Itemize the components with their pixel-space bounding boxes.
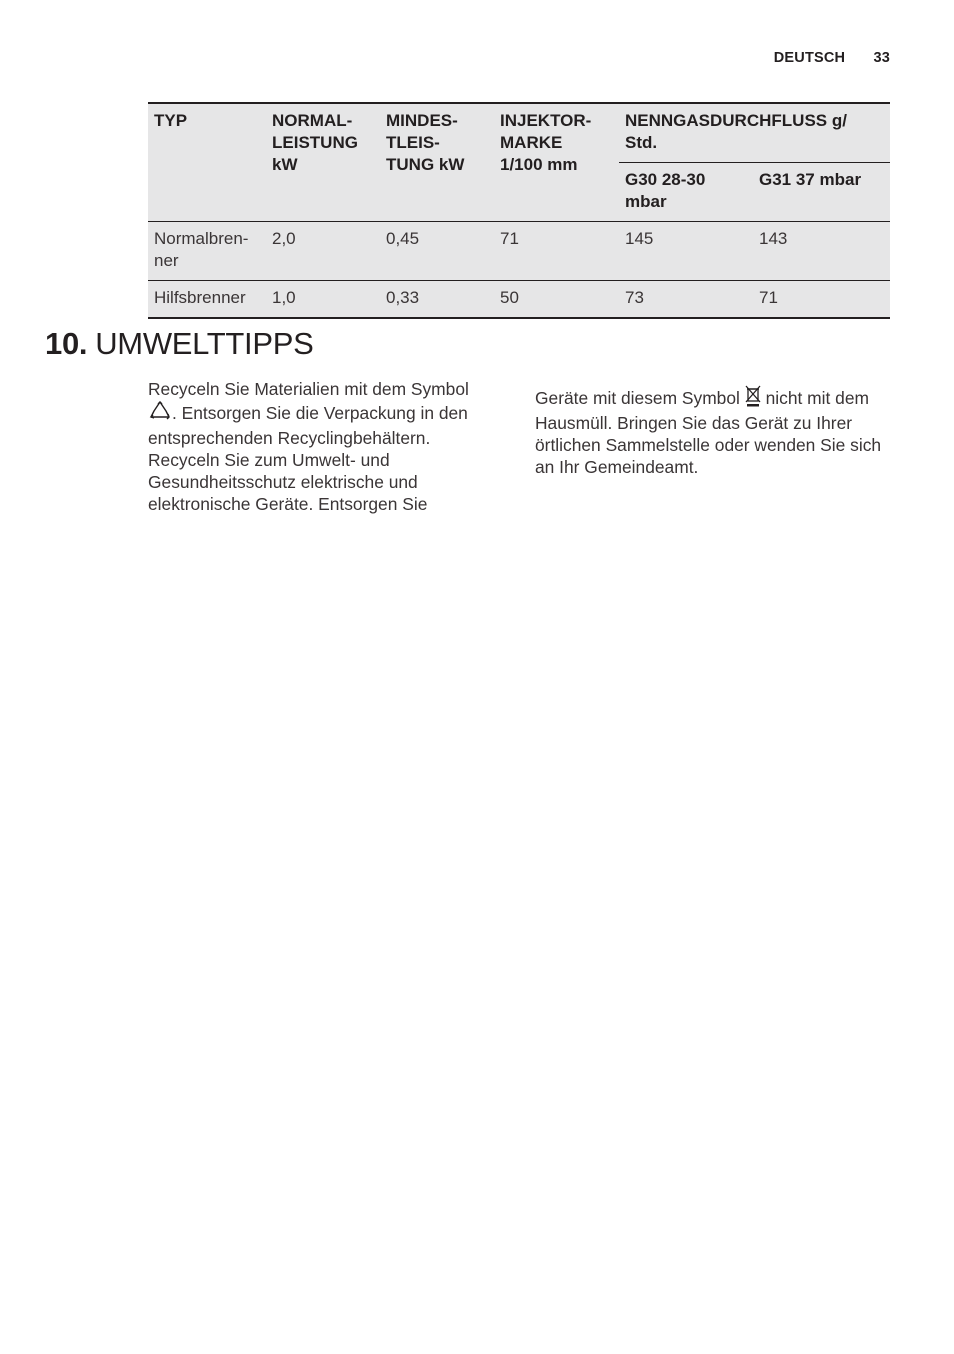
section-title	[45, 326, 314, 362]
cell-mind: 0,45	[380, 222, 494, 281]
recycle-text-intro: Recyceln Sie Materialien mit dem Symbol	[148, 379, 469, 399]
header-g30: G30 28-30 mbar	[619, 163, 753, 222]
header-typ: TYP	[148, 103, 266, 222]
cell-g30: 73	[619, 281, 753, 319]
cell-g30: 145	[619, 222, 753, 281]
cell-g31: 71	[753, 281, 890, 319]
page-header	[774, 50, 890, 66]
cell-injektor: 50	[494, 281, 619, 319]
bin-text-rest: nicht mit dem Hausmüll. Bringen Sie das Gerät zu Ihrer örtlichen Sammelstelle oder wenden Sie sich an Ihr Gemeindeamt.	[535, 388, 882, 477]
bin-text-intro: Geräte mit diesem Symbol	[535, 388, 740, 408]
cell-injektor: 71	[494, 222, 619, 281]
table-row	[148, 222, 890, 281]
cell-typ: Hilfsbrenner	[148, 281, 266, 319]
recycle-text-rest: . Entsorgen Sie die Verpackung in den entsprechenden Recyclingbehältern. Recyceln Sie zum Umwelt- und Gesundheitsschutz elektrische und elektronische Geräte. Entsorgen Sie	[148, 403, 468, 514]
header-gasflow: NENNGASDURCHFLUSS g/ Std.	[619, 103, 890, 163]
burner-spec-table	[148, 102, 890, 319]
header-g31: G31 37 mbar	[753, 163, 890, 222]
table-row	[148, 281, 890, 319]
cell-mind: 0,33	[380, 281, 494, 319]
cell-normal: 1,0	[266, 281, 380, 319]
header-min-power: MINDES- TLEIS- TUNG kW	[380, 103, 494, 222]
cell-normal: 2,0	[266, 222, 380, 281]
left-column-text	[148, 378, 498, 515]
language-label: DEUTSCH	[773, 50, 846, 66]
header-injector: INJEKTOR- MARKE 1/100 mm	[494, 103, 619, 222]
cell-g31: 143	[753, 222, 890, 281]
page-number: 33	[873, 50, 890, 66]
header-normal-power: NORMAL- LEISTUNG kW	[266, 103, 380, 222]
section-number: 10.	[45, 326, 88, 361]
cell-typ: Normalbren- ner	[148, 222, 266, 281]
recycle-icon	[148, 400, 172, 427]
crossed-bin-icon	[745, 385, 761, 412]
section-heading: UMWELTTIPPS	[95, 326, 314, 361]
right-column-text	[535, 385, 885, 478]
